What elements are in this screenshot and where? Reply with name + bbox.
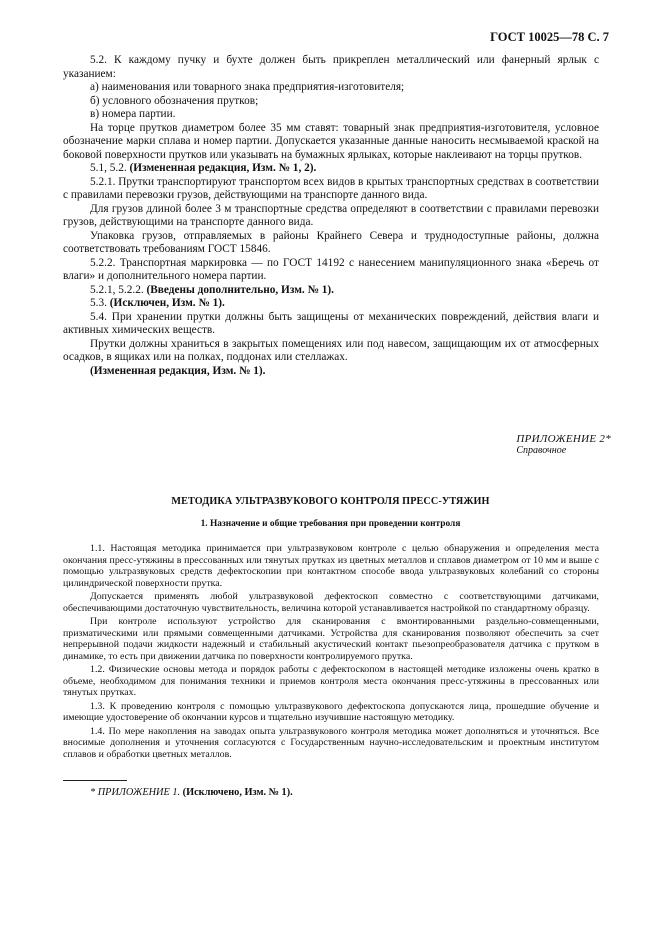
paragraph-1-1: 1.1. Настоящая методика принимается при ультразвуковом контроле с целью обнаружения и определения места окончания пресс-утяжины в прессованных или тянутых прутках из цветных металлов и сплавов диаметром от 10 мм и выше с помощью ультразвуковых средств дефектоскопии при контактном способе ввода ультразвуковых колебаний со стороны цилиндрической поверхности прутка.: [63, 543, 599, 589]
amendment-ref: 5.3.: [90, 297, 107, 309]
paragraph-1-2: 1.2. Физические основы метода и порядок работы с дефектоскопом в настоящей методике изложены очень кратко в объеме, необходимом для понимания техники и приемов контроля места окончания пресс-утяжины в прессованных или тянутых прутках.: [63, 664, 599, 698]
footnote: [90, 787, 293, 798]
paragraph-1-3: 1.3. К проведению контроля с помощью ультразвукового дефектоскопа допускаются лица, прошедшие обучение и имеющие удостоверение об окончании курсов и тщательно изучившие настоящую методику.: [63, 700, 599, 723]
paragraph-5-4: 5.4. При хранении прутки должны быть защищены от механических повреждений, действия влаги и активных химических веществ.: [63, 310, 599, 336]
annex-label: [516, 433, 611, 456]
paragraph-long-cargo: Для грузов длиной более 3 м транспортные средства определяют в соответствии с правилами перевозки грузов, действующими на транспорте данного вида.: [63, 202, 599, 228]
list-item-c: в) номера партии.: [90, 108, 176, 120]
amendment-note-2: [63, 284, 599, 298]
list-item-a: а) наименования или товарного знака предприятия-изготовителя;: [90, 81, 405, 93]
amendment-ref: 5.1, 5.2.: [90, 162, 127, 174]
paragraph-5-2: 5.2. К каждому пучку и бухте должен быть прикреплен металлический или фанерный ярлык с указанием:: [63, 54, 599, 80]
paragraph-5-3: [63, 297, 599, 311]
paragraph-flaw-detector: Допускается применять любой ультразвуковой дефектоскоп совместно с соответствующими датчиками, обеспечивающими достаточную чувствительность, величина которой устанавливается настройкой по стандартному образцу.: [63, 591, 599, 614]
list-item-b: б) условного обозначения прутков;: [90, 94, 259, 107]
annex-subtitle: Справочное: [516, 445, 567, 456]
amendment-note-1: [63, 162, 599, 176]
amendment-note-3: [63, 365, 599, 379]
amendment-text: (Введены дополнительно, Изм. № 1).: [146, 283, 334, 296]
section-subtitle: 1. Назначение и общие требования при проведении контроля: [200, 519, 461, 529]
paragraph-1-4: 1.4. По мере накопления на заводах опыта ультразвукового контроля методика может дополняться и уточняться. Все вносимые дополнения и уточнения согласуются с Государственным научно-исследовательским и проектным институтом сплавов и обработки цветных металлов.: [63, 725, 599, 760]
paragraph-end-marking: На торце прутков диаметром более 35 мм ставят: товарный знак предприятия-изготовителя, условное обозначение марки сплава и номер партии. Допускается указанные данные наносить несмываемой краской на боковой поверхности прутков или указывать на бумажных ярлыках, которые наклеивают на торцы прутков.: [63, 121, 599, 161]
annex-title: ПРИЛОЖЕНИЕ 2*: [516, 433, 611, 445]
amendment-text: (Исключен, Изм. № 1).: [109, 297, 225, 309]
footnote-ref: * ПРИЛОЖЕНИЕ 1.: [90, 787, 181, 798]
paragraph-5-2-2: 5.2.2. Транспортная маркировка — по ГОСТ 14192 с нанесением манипуляционного знака «Беречь от влаги» и дополнительного номера партии.: [63, 256, 599, 282]
amendment-text: (Измененная редакция, Изм. № 1).: [90, 364, 266, 377]
page-header: ГОСТ 10025—78 С. 7: [490, 30, 609, 44]
section-marking-storage: [63, 54, 599, 378]
amendment-text: (Измененная редакция, Изм. № 1, 2).: [129, 162, 317, 174]
footnote-text: (Исключено, Изм. № 1).: [182, 787, 293, 798]
section-title: МЕТОДИКА УЛЬТРАЗВУКОВОГО КОНТРОЛЯ ПРЕСС-УТЯЖИН: [171, 496, 490, 507]
section-method: [63, 543, 599, 762]
paragraph-scanning: При контроле используют устройство для сканирования с вмонтированными раздельно-совмещенными, призматическими или прямыми совмещенными датчиками. Устройства для сканирования позволяют обеспечить за счет непрерывной подачи жидкости надежный и стабильный акустический контакт пьезопреобразователя датчика с прутком в динамике, то есть при движении датчика по поверхности контролируемого прутка.: [63, 616, 599, 662]
paragraph-5-2-1: 5.2.1. Прутки транспортируют транспортом всех видов в крытых транспортных средствах в соответствии с правилами перевозки грузов, действующими на транспорте данного вида.: [63, 175, 599, 201]
amendment-ref: 5.2.1, 5.2.2.: [90, 283, 144, 296]
footnote-divider: [63, 780, 127, 781]
paragraph-packaging: Упаковка грузов, отправляемых в районы Крайнего Севера и труднодоступные районы, должна соответствовать требованиям ГОСТ 15846.: [63, 229, 599, 255]
paragraph-storage: Прутки должны храниться в закрытых помещениях или под навесом, защищающим их от атмосферных осадков, в ящиках или на полках, поддонах или стеллажах.: [63, 337, 599, 363]
